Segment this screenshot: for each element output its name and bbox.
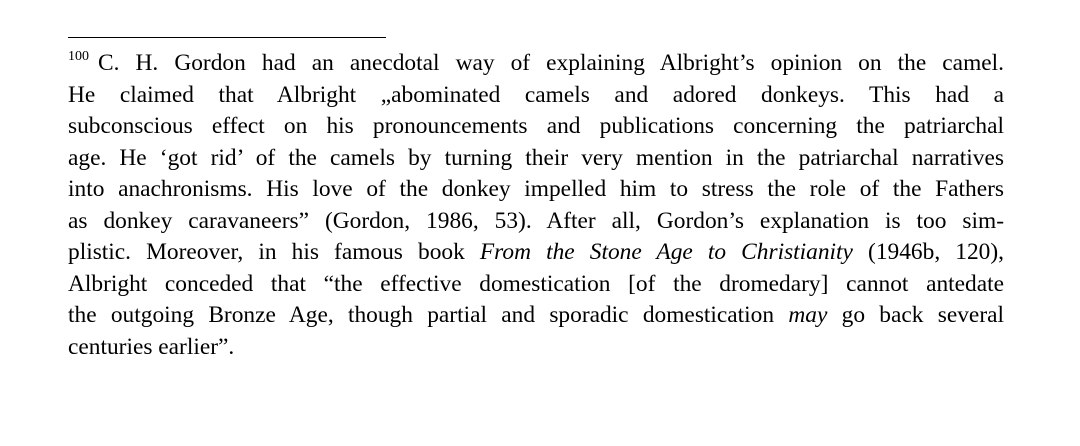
- footnote-line-4: [68, 143, 1004, 175]
- footnote-text-segment: He claimed that Albright „abominated camels and adored donkeys. This had a: [68, 81, 1004, 108]
- footnote-text-segment: C. H. Gordon had an anecdotal way of explaining Albright’s opinion on the camel.: [98, 50, 1004, 76]
- footnote-text-segment: Albright conceded that “the effective domestication [of the dromedary] cannot antedate: [68, 270, 1004, 297]
- footnote-separator-rule: [68, 37, 386, 38]
- footnote-number: 100: [68, 49, 89, 64]
- footnote-line-3: [68, 111, 1004, 143]
- footnote-text-segment: go back several: [827, 302, 1004, 328]
- footnote-text-segment: centuries earlier”.: [68, 333, 235, 360]
- footnote-line-5: [68, 174, 1004, 206]
- footnote-text-segment: plistic. Moreover, in his famous book: [68, 239, 480, 265]
- emphasis-may: may: [788, 302, 828, 328]
- footnote-line-2: [68, 80, 1004, 112]
- footnote-100: [68, 48, 1004, 363]
- book-title: From the Stone Age to Christianity: [479, 239, 853, 265]
- footnote-line-8: [68, 269, 1004, 301]
- footnote-text-segment: as donkey caravaneers” (Gordon, 1986, 53). After all, Gordon’s explanation is too sim-: [68, 207, 1004, 234]
- footnote-text-segment: the outgoing Bronze Age, though partial and sporadic domestication: [68, 302, 789, 328]
- footnote-text-segment: age. He ‘got rid’ of the camels by turning their very mention in the patriarchal narratives: [68, 144, 1004, 171]
- footnote-line-7: [68, 237, 1004, 269]
- footnote-line-10: [68, 332, 1004, 364]
- footnote-text-segment: subconscious effect on his pronouncements and publications concerning the patriarchal: [68, 113, 1004, 139]
- footnote-line-1: [68, 48, 1004, 80]
- footnote-text-segment: (1946b, 120),: [852, 239, 1004, 265]
- footnote-line-6: [68, 206, 1004, 238]
- footnote-line-9: [68, 300, 1004, 332]
- footnote-text-segment: into anachronisms. His love of the donkey impelled him to stress the role of the Fathers: [68, 176, 1004, 202]
